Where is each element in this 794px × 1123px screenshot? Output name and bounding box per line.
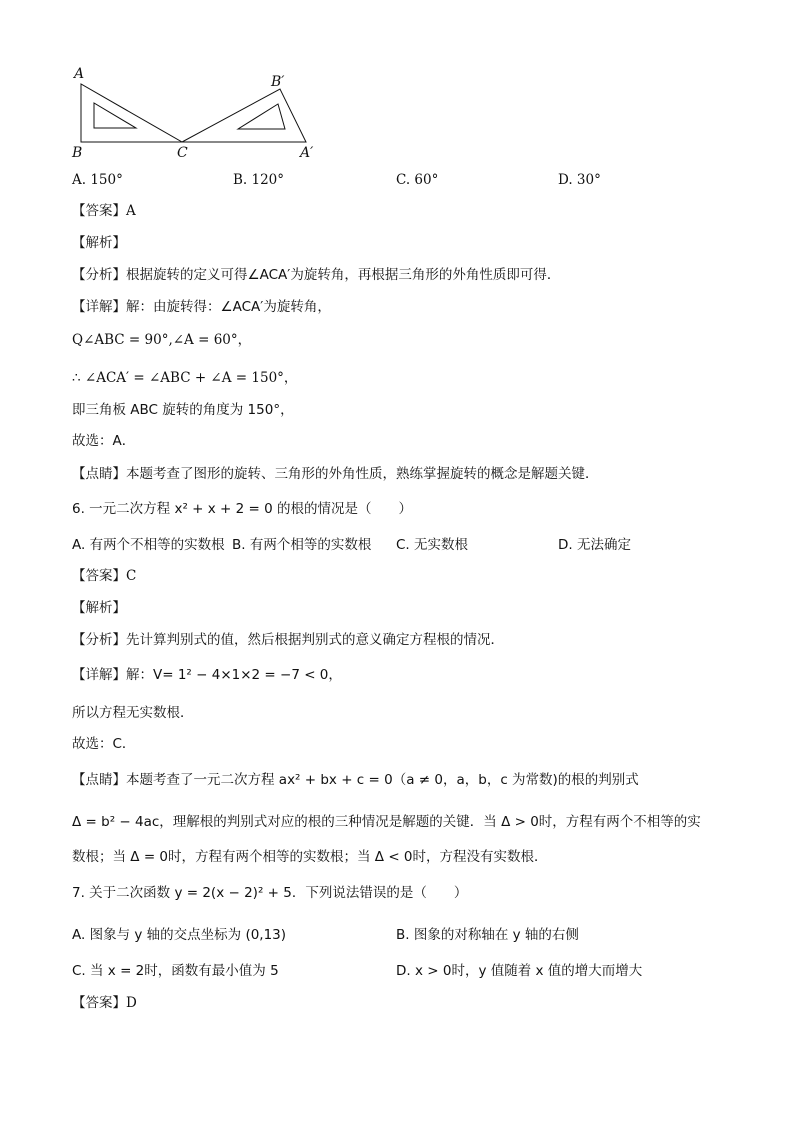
label-c: C <box>177 145 188 161</box>
dianjing-line1: 本题考查了一元二次方程 ax² + bx + c = 0（a ≠ 0，a，b，c 为常数)的根的判别式 <box>126 772 639 788</box>
q7-option-a: A. 图象与 y 轴的交点坐标为 (0,13) <box>72 927 287 943</box>
fenxi-tag: 【分析】 <box>72 267 126 283</box>
dianjing-tag: 【点睛】 <box>72 466 126 482</box>
answer-tag: 【答案】 <box>72 568 126 584</box>
q5-answer <box>72 201 136 221</box>
q5-choose: 故选：A． <box>72 433 136 449</box>
xiangjie-tag: 【详解】 <box>72 299 126 315</box>
answer-value: A <box>126 203 136 219</box>
answer-value: C <box>126 568 137 584</box>
q6-analysis-heading <box>72 598 126 618</box>
q6-fenxi <box>72 630 504 650</box>
q6-stem: 6. 一元二次方程 x² + x + 2 = 0 的根的情况是（ ） <box>72 501 413 517</box>
q7-answer <box>72 993 137 1013</box>
q6-dianjing-line3: 数根；当 Δ = 0时，方程有两个相等的实数根；当 Δ < 0时，方程没有实数根． <box>72 849 548 865</box>
q6-answer <box>72 566 136 586</box>
answer-tag: 【答案】 <box>72 203 126 219</box>
q5-step3: 即三角板 ABC 旋转的角度为 150°， <box>72 402 294 418</box>
q5-fenxi <box>72 265 560 285</box>
label-a-prime: A′ <box>300 145 314 161</box>
label-b: B <box>72 145 83 161</box>
q7-option-c: C. 当 x = 2时，函数有最小值为 5 <box>72 963 279 979</box>
q7-option-b: B. 图象的对称轴在 y 轴的右侧 <box>396 927 579 943</box>
q5-xiangjie <box>72 297 331 317</box>
q5-option-d: D. 30° <box>558 172 601 188</box>
xiangjie-text: 解：V= 1² − 4×1×2 = −7 < 0， <box>126 667 342 683</box>
q5-dianjing <box>72 464 599 484</box>
q6-choose: 故选：C． <box>72 736 136 752</box>
dianjing-text: 本题考查了图形的旋转、三角形的外角性质，熟练掌握旋转的概念是解题关键． <box>126 466 599 482</box>
q5-step2: ∴ ∠ACA′ = ∠ABC + ∠A = 150°， <box>72 370 298 386</box>
label-a: A <box>74 66 85 82</box>
triangle-abc-inner <box>94 103 136 128</box>
q6-option-a: A. 有两个不相等的实数根 <box>72 537 225 553</box>
fenxi-text: 先计算判别式的值，然后根据判别式的意义确定方程根的情况． <box>126 632 504 648</box>
xiangjie-text: 解：由旋转得：∠ACA′为旋转角， <box>126 299 331 315</box>
q7-stem: 7. 关于二次函数 y = 2(x − 2)² + 5．下列说法错误的是（ ） <box>72 885 468 901</box>
q5-option-c: C. 60° <box>396 172 439 188</box>
q5-analysis-heading <box>72 233 126 253</box>
q6-option-c: C. 无实数根 <box>396 537 469 553</box>
q6-option-d: D. 无法确定 <box>558 537 631 553</box>
xiangjie-tag: 【详解】 <box>72 667 126 683</box>
analysis-tag: 【解析】 <box>72 600 126 616</box>
triangle-ab-prime-c <box>182 89 306 142</box>
q6-step1: 所以方程无实数根． <box>72 705 194 721</box>
dianjing-tag: 【点睛】 <box>72 772 126 788</box>
q7-option-d: D. x > 0时，y 值随着 x 值的增大而增大 <box>396 963 643 979</box>
q5-option-a: A. 150° <box>72 172 123 188</box>
triangle-abc <box>81 84 182 142</box>
triangle-rotation-figure <box>0 0 794 170</box>
q6-dianjing <box>72 770 639 790</box>
q6-option-b: B. 有两个相等的实数根 <box>232 537 372 553</box>
fenxi-tag: 【分析】 <box>72 632 126 648</box>
answer-tag: 【答案】 <box>72 995 126 1011</box>
q6-xiangjie <box>72 665 342 685</box>
q6-dianjing-line2: Δ = b² − 4ac，理解根的判别式对应的根的三种情况是解题的关键．当 Δ > 0时，方程有两个不相等的实 <box>72 814 701 830</box>
answer-value: D <box>126 995 137 1011</box>
label-b-prime: B′ <box>271 74 285 90</box>
analysis-tag: 【解析】 <box>72 235 126 251</box>
fenxi-text: 根据旋转的定义可得∠ACA′为旋转角，再根据三角形的外角性质即可得． <box>126 267 561 283</box>
q5-step1: Q∠ABC = 90°,∠A = 60°， <box>72 332 252 348</box>
q5-option-b: B. 120° <box>233 172 285 188</box>
